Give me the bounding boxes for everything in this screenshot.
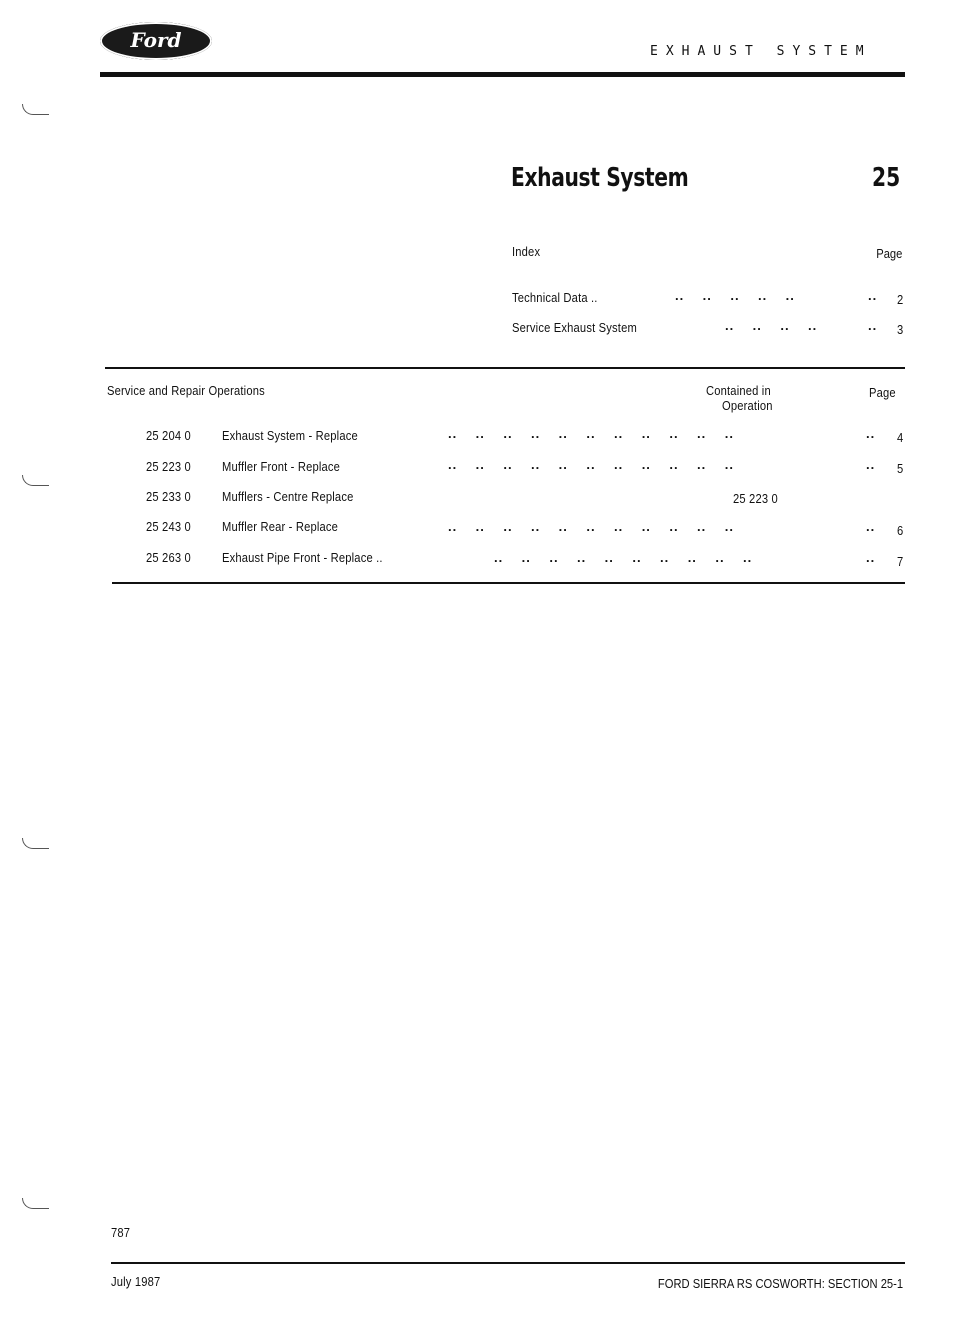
operation-dots: .. .. .. .. .. .. .. .. .. .. .. — [448, 426, 734, 441]
index-item-label: Technical Data .. — [512, 290, 598, 305]
binder-mark-icon — [22, 1198, 49, 1209]
index-label: Index — [512, 244, 541, 259]
index-item-page-dots: .. — [868, 318, 878, 333]
operation-page: 5 — [897, 461, 904, 476]
index-item-dots: .. .. .. .. .. — [675, 288, 795, 303]
index-item-dots: .. .. .. .. — [725, 318, 818, 333]
contained-heading-line1: Contained in — [706, 383, 771, 398]
operation-page-dots: .. — [866, 426, 876, 441]
operation-page: 7 — [897, 554, 904, 569]
index-page-label: Page — [875, 246, 902, 261]
page-number: 787 — [111, 1225, 131, 1240]
operation-code: 25 233 0 — [146, 489, 191, 504]
operation-code: 25 243 0 — [146, 519, 191, 534]
ford-logo-text: Ford — [130, 28, 182, 52]
index-item-page: 3 — [897, 322, 904, 337]
operation-title: Exhaust System - Replace — [222, 428, 358, 443]
operation-page-dots: .. — [866, 457, 876, 472]
operation-dots: .. .. .. .. .. .. .. .. .. .. .. — [448, 457, 734, 472]
operation-dots: .. .. .. .. .. .. .. .. .. .. .. — [448, 519, 734, 534]
index-item-page-dots: .. — [868, 288, 878, 303]
binder-mark-icon — [22, 838, 49, 849]
operation-contained-in: 25 223 0 — [733, 491, 778, 506]
operations-heading: Service and Repair Operations — [107, 383, 265, 398]
operation-title: Exhaust Pipe Front - Replace .. — [222, 550, 383, 565]
operation-title: Mufflers - Centre Replace — [222, 489, 354, 504]
ford-logo — [100, 22, 212, 60]
index-item-page: 2 — [897, 292, 904, 307]
operation-title: Muffler Front - Replace — [222, 459, 341, 474]
operations-top-rule — [105, 367, 905, 369]
operation-code: 25 223 0 — [146, 459, 191, 474]
operation-page-dots: .. — [866, 550, 876, 565]
section-number: 25 — [872, 163, 901, 193]
operation-page: 6 — [897, 523, 904, 538]
index-item-label: Service Exhaust System — [512, 320, 637, 335]
binder-mark-icon — [22, 104, 49, 115]
footer-rule — [111, 1262, 905, 1264]
operations-bottom-rule — [112, 582, 905, 584]
operation-title: Muffler Rear - Replace — [222, 519, 339, 534]
header-rule — [100, 72, 905, 77]
binder-mark-icon — [22, 475, 49, 486]
section-title: Exhaust System — [511, 163, 689, 193]
operation-code: 25 263 0 — [146, 550, 191, 565]
operation-page-dots: .. — [866, 519, 876, 534]
running-title: EXHAUST SYSTEM — [650, 44, 872, 59]
operation-dots: .. .. .. .. .. .. .. .. .. .. — [494, 550, 753, 565]
operation-page: 4 — [897, 430, 904, 445]
contained-heading-line2: Operation — [722, 398, 773, 413]
operation-code: 25 204 0 — [146, 428, 191, 443]
operations-page-label: Page — [869, 385, 896, 400]
footer-date: July 1987 — [111, 1274, 161, 1289]
footer-publication: FORD SIERRA RS COSWORTH: SECTION 25-1 — [657, 1276, 903, 1291]
